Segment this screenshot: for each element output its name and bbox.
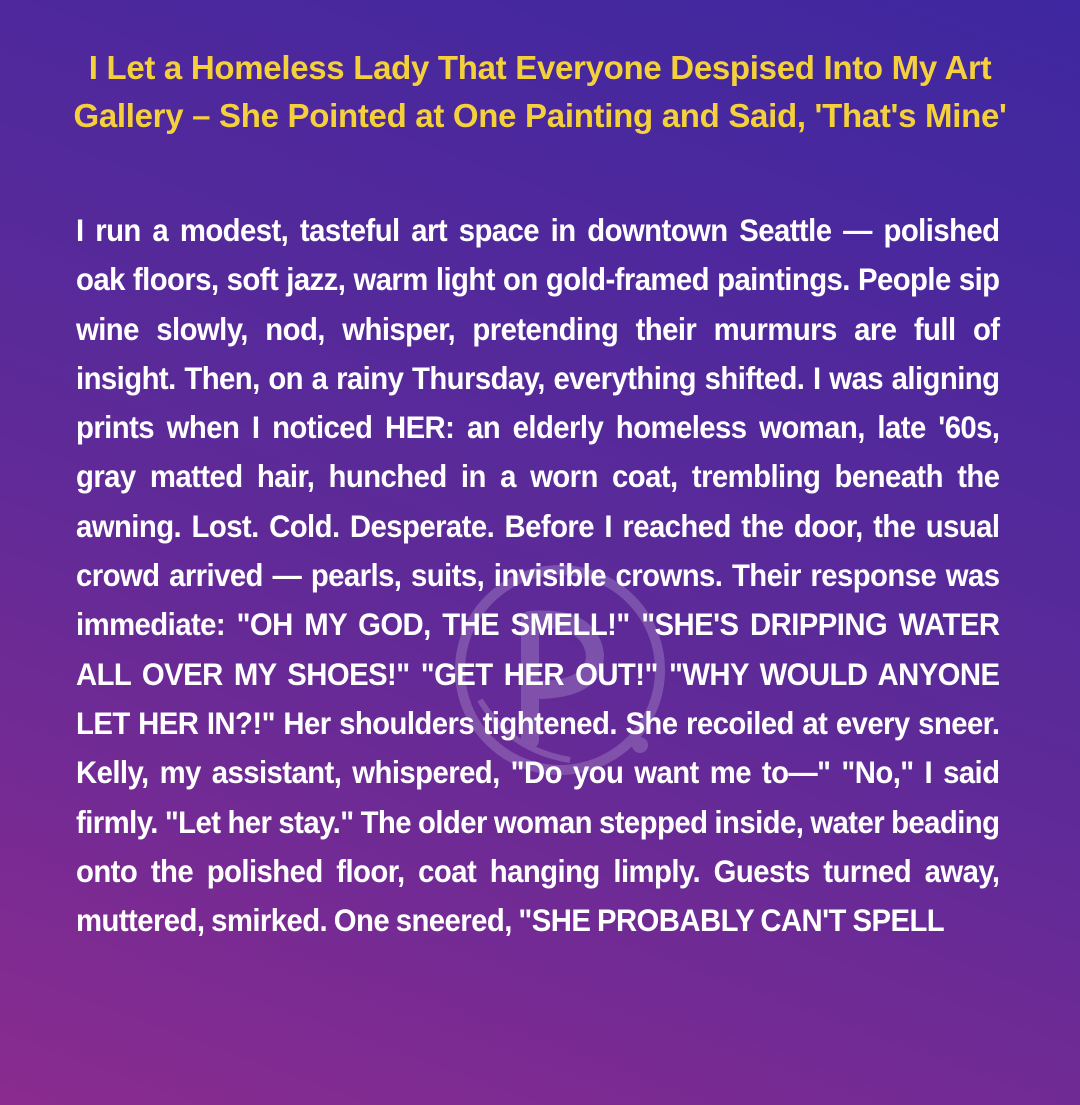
story-text: I run a modest, tasteful art space in downtown Seattle — polished oak floors, soft jazz, warm light on gold-framed paintings. People sip wine slowly, nod, whisper, pretending their murmurs are full of insight. Then, on a rainy Thursday, everything shifted. I was aligning prints when I noticed HER: an elderly homeless woman, late '60s, gray matted hair, hunched in a worn coat, trembling beneath the awning. Lost. Cold. Desperate. Before I reached the door, the usual crowd arrived — pearls, suits, invisible crowns. Their response was immediate: "OH MY GOD, THE SMELL!" "SHE'S DRIPPING WATER ALL OVER MY SHOES!" "GET HER OUT!" "WHY WOULD ANYONE LET HER IN?!" Her shoulders tightened. She recoiled at every sneer. Kelly, my assistant, whispered, "Do you want me to—" "No," I said firmly. "Let her stay." The older woman stepped inside, water beading onto the polished floor, coat hanging limply. Guests turned away, muttered, smirked. One sneered, "SHE PROBABLY CAN'T SPELL <box>76 212 1000 939</box>
headline: I Let a Homeless Lady That Everyone Despised Into My Art Gallery – She Pointed at One Painting and Said, 'That's Mine' <box>73 49 1007 134</box>
